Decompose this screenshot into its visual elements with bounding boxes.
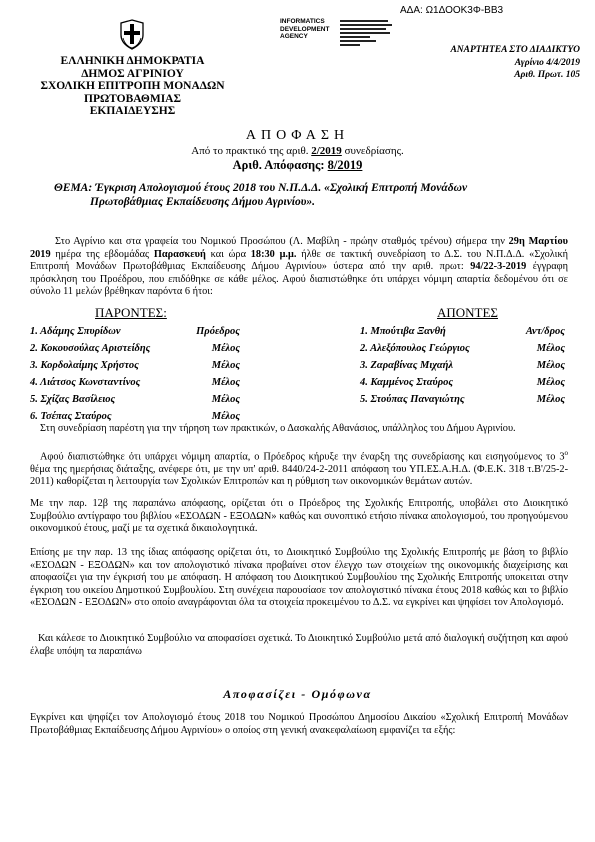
- member-role: Μέλος: [211, 343, 240, 354]
- intro-text: Στο Αγρίνιο και στα γραφεία του Νομικού Προσώπου (Λ. Μαβίλη - πρώην σταθμός τρένου) σήμερα την: [55, 236, 509, 247]
- decision-number-label: Αριθ. Απόφασης:: [232, 158, 328, 172]
- member-role: Μέλος: [211, 377, 240, 388]
- page-title: ΑΠΟΦΑΣΗ: [245, 128, 350, 143]
- issuer-block: [40, 55, 225, 118]
- list-item: [360, 323, 565, 340]
- ida-logo: [280, 18, 400, 50]
- document-meta: [420, 44, 580, 82]
- member-name: 4. Λιάτσος Κωνσταντίνος: [30, 377, 141, 388]
- decision-paragraph: Εγκρίνει και ψηφίζει τον Απολογισμό έτους 2018 του Νομικού Προσώπου Δημοσίου Δικαίου «Σχολική Επιτροπή Μονάδων Πρωτοβάθμιας Εκπαίδευσης Δήμου Αγρινίου» ο οποίος στη γενική ανακεφαλαίωση εμφανίζει τα εξής:: [30, 712, 568, 736]
- member-role: Αντ/δρος: [525, 326, 565, 337]
- call-paragraph: Και κάλεσε το Διοικητικό Συμβούλιο να αποφασίσει σχετικά. Το Διοικητικό Συμβούλιο μετά από διαλογική συζήτηση και αφού έλαβε υπόψη τα παραπάνω: [30, 633, 568, 657]
- member-name: 1. Αδάμης Σπυρίδων: [30, 326, 121, 337]
- list-item: [360, 340, 565, 357]
- member-role: Μέλος: [536, 343, 565, 354]
- decision-number: [0, 158, 595, 173]
- paragraph-12b: Με την παρ. 12β της παραπάνω απόφασης, ορίζεται ότι ο Πρόεδρος της Σχολικής Επιτροπής, υποβάλει στο Διοικητικό Συμβούλιο αντίγραφο του βιβλίου «ΕΣΟΔΩΝ - ΕΞΟΔΩΝ» καθώς και συνοπτικό ετήσιο πίνακα απολογισμού, του προηγούμενου οικονομικού έτους, μαζί με τα σχετικά δικαιολογητικά.: [30, 498, 568, 534]
- list-item: [30, 357, 240, 374]
- present-list: [30, 323, 240, 425]
- member-role: Μέλος: [536, 377, 565, 388]
- member-name: 3. Ζαραβίνας Μιχαήλ: [360, 360, 454, 371]
- member-role: Μέλος: [211, 360, 240, 371]
- paragraph-text: θέμα της ημερήσιας διάταξης, ανέφερε ότι, με την υπ' αριθ. 8440/24-2-2011 απόφαση του ΥΠ.ΕΣ.Α.Η.Δ. (Φ.Ε.Κ. 318 τ.Β'/25-2-2011) καθορίζεται η λειτουργία των Σχολικών Επιτροπών και η ρύθμιση των οικονομικών θεμάτων αυτών.: [30, 463, 568, 488]
- posting-note: ΑΝΑΡΤΗΤΕΑ ΣΤΟ ΔΙΑΔΙΚΤΥΟ: [450, 45, 580, 55]
- member-role: Μέλος: [536, 360, 565, 371]
- intro-text: έγγραφη πρόσκληση του Προέδρου, που επιδόθηκε σε κάθε μέλος. Αφού διαπιστώθηκε ότι υπάρχει νόμιμη απαρτία δεδομένου ότι σε σύνολο 11 μελών βρέθηκαν παρόντα 6 ήτοι:: [30, 261, 569, 297]
- paragraph-13: Επίσης με την παρ. 13 της ίδιας απόφασης ορίζεται ότι, το Διοικητικό Συμβούλιο της Σχολικής Επιτροπής με βάση το βιβλίο «ΕΣΟΔΩΝ - ΕΞΟΔΩΝ» και τον απολογιστικό πίνακα προβαίνει στον έλεγχο των στοιχείων της οικονομικής διαχείρισης και αποφασίζει για την έγκρισή του με απόφαση. Η απόφαση του Διοικητικού Συμβουλίου της Σχολικής Επιτροπής υποκειται στην έγκριση του οικείου Δημοτικού Συμβουλίου. Στη συνέχεια παρουσίασε τον απολογιστικό πίνακα έτους 2018 καθώς και το βιβλίο «ΕΣΟΔΩΝ - ΕΞΟΔΩΝ» στο οποίο αναγράφονται όλα τα στοιχεία προκειμένου το Δ.Σ. να εγκρίνει και ψηφίσει τον Απολογισμό.: [30, 547, 568, 608]
- minutes-number: 2/2019: [311, 145, 342, 157]
- ada-code: ΑΔΑ: Ω1ΔΟΟΚ3Φ-ΒΒ3: [400, 5, 504, 16]
- list-item: [360, 357, 565, 374]
- member-name: 3. Κορδολαίμης Χρήστος: [30, 360, 139, 371]
- subject-line: ΘΕΜΑ: Έγκριση Απολογισμού έτους 2018 του Ν.Π.Δ.Δ. «Σχολική Επιτροπή Μονάδων: [54, 182, 468, 194]
- issuer-line: ΠΡΩΤΟΒΑΘΜΙΑΣ ΕΚΠΑΙΔΕΥΣΗΣ: [84, 92, 181, 117]
- intro-text: ημέρα της εβδομάδας: [50, 248, 154, 260]
- logo-line: AGENCY: [280, 33, 308, 40]
- minutes-prefix: Από το πρακτικό της αριθ.: [191, 145, 312, 157]
- member-role: Μέλος: [536, 394, 565, 405]
- member-name: 6. Τσέπας Σταύρος: [30, 411, 112, 422]
- paragraph-text: Αφού διαπιστώθηκε ότι υπάρχει νόμιμη απαρτία, ο Πρόεδρος κήρυξε την έναρξη της συνεδρίασης και εισηγούμενος το 3: [40, 451, 565, 463]
- minutes-reference: [0, 145, 595, 157]
- logo-line: DEVELOPMENT: [280, 25, 330, 33]
- member-role: Πρόεδρος: [196, 326, 240, 337]
- invitation-number: 94/22-3-2019: [470, 261, 527, 272]
- quorum-paragraph: [30, 447, 568, 489]
- meeting-time: 18:30 μ.μ.: [250, 248, 297, 260]
- greek-emblem-icon: [119, 18, 145, 50]
- intro-text: ήλθε σε τακτική συνεδρίαση το Δ.Σ. του Ν.Π.Δ.Δ. «Σχολική Επιτροπή Μονάδων Πρωτοβάθμιας Εκπαίδευσης Δήμου Αγρινίου» ύστερα από την αριθ. πρωτ:: [30, 248, 569, 272]
- list-item: [360, 391, 565, 408]
- member-role: Μέλος: [211, 394, 240, 405]
- issuer-line: ΔΗΜΟΣ ΑΓΡΙΝΙΟΥ: [81, 67, 184, 80]
- ordinal-superscript: ο: [564, 449, 568, 457]
- absent-list: [360, 323, 565, 408]
- member-role: Μέλος: [211, 411, 240, 422]
- subject-line: Πρωτοβάθμιας Εκπαίδευσης Δήμου Αγρινίου».: [90, 196, 316, 208]
- decision-heading: Αποφασίζει - Ομόφωνα: [223, 687, 372, 701]
- subject: [54, 181, 554, 209]
- meeting-weekday: Παρασκευή: [153, 248, 206, 260]
- present-heading: ΠΑΡΟΝΤΕΣ:: [95, 305, 167, 320]
- logo-line: INFORMATICS: [280, 18, 325, 25]
- intro-paragraph: [30, 236, 568, 299]
- document-date: Αγρίνιο 4/4/2019: [514, 57, 580, 68]
- list-item: [30, 340, 240, 357]
- list-item: [30, 374, 240, 391]
- member-name: 2. Αλεξόπουλος Γεώργιος: [360, 343, 470, 354]
- list-item: [360, 374, 565, 391]
- member-name: 1. Μπούτιβα Ξανθή: [360, 326, 446, 337]
- protocol-number: Αριθ. Πρωτ. 105: [514, 70, 580, 80]
- member-name: 4. Καμμένος Σταύρος: [360, 377, 454, 388]
- issuer-line: ΕΛΛΗΝΙΚΗ ΔΗΜΟΚΡΑΤΙΑ: [60, 55, 205, 67]
- minutes-suffix: συνεδρίασης.: [341, 145, 404, 157]
- meeting-date: 29η Μαρτίου 2019: [30, 236, 568, 260]
- absent-heading: ΑΠΟΝΤΕΣ: [437, 305, 499, 320]
- member-name: 5. Στούπας Παναγιώτης: [360, 394, 465, 405]
- list-item: [30, 391, 240, 408]
- decision-number-value: 8/2019: [327, 158, 363, 172]
- logo-bars-icon: [340, 20, 395, 48]
- list-item: [30, 323, 240, 340]
- intro-text: και ώρα: [205, 248, 251, 260]
- member-name: 5. Σχίζας Βασίλειος: [30, 394, 116, 405]
- member-name: 2. Κοκουσούλας Αριστείδης: [30, 343, 151, 354]
- secretary-paragraph: Στη συνεδρίαση παρέστη για την τήρηση των πρακτικών, ο Δασκαλής Αθανάσιος, υπάλληλος του Δήμου Αγρινίου.: [40, 423, 516, 434]
- issuer-line: ΣΧΟΛΙΚΗ ΕΠΙΤΡΟΠΗ ΜΟΝΑΔΩΝ: [40, 80, 225, 92]
